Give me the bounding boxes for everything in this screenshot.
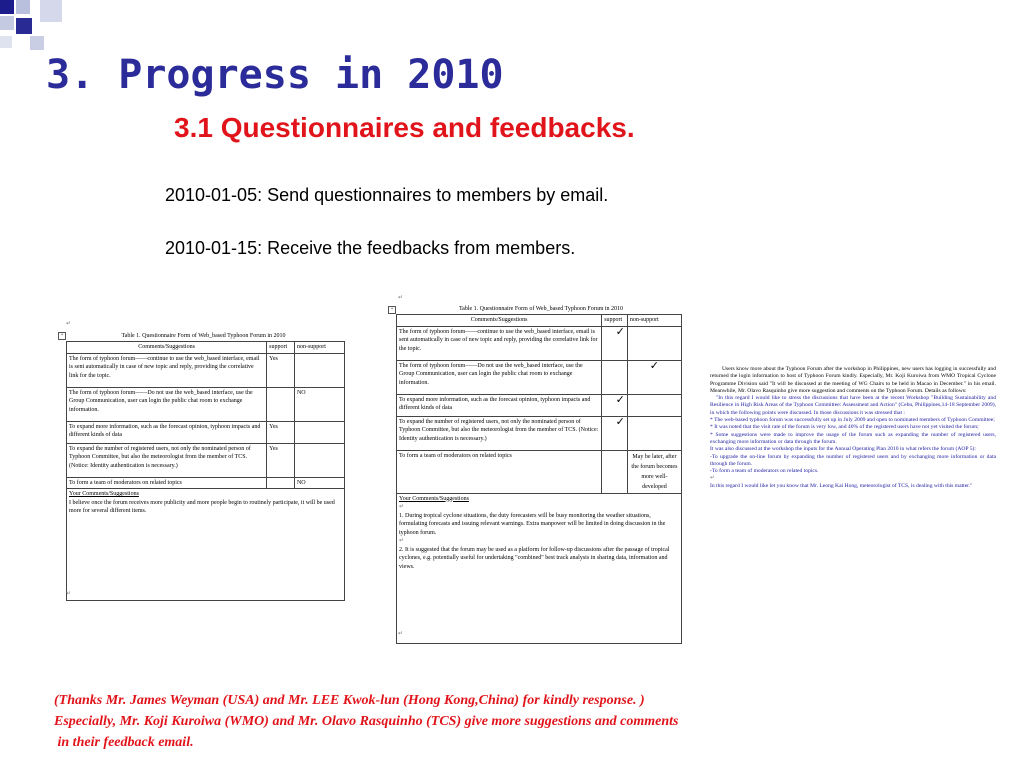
questionnaire-table — [66, 341, 345, 601]
corner-square-dark-1 — [0, 0, 14, 14]
table-caption: Table 1. Questionnaire Form of Web_based Typhoon Forum in 2010 — [458, 306, 624, 312]
corner-square-light-5 — [30, 36, 44, 50]
row-non-support — [294, 421, 344, 443]
row-non-support — [627, 394, 681, 416]
row-text: The form of typhoon forum——Do not use the web_based interface, use the Group Communication, user can login the public chat room to exchange information. — [67, 387, 267, 421]
corner-square-light-2 — [40, 0, 62, 22]
row-text: The form of typhoon forum——continue to use the web_based interface, email is sent automatically in case of new topic and reply, providing the correlative link for the topic. — [397, 326, 602, 360]
row-support — [267, 477, 295, 489]
row-text: To expand the number of registered users, not only the nominated person of Typhoon Committee, but also the meteorologist from the member of TCS. (Notice: Identity authentication is necessary.) — [397, 416, 602, 450]
header-support: support — [267, 342, 295, 354]
corner-square-light-3 — [0, 16, 14, 30]
footer-line-1: (Thanks Mr. James Weyman (USA) and Mr. LEE Kwok-lun (Hong Kong,China) for kindly response. ) — [54, 693, 645, 708]
header-non-support: non-support — [294, 342, 344, 354]
header-support: support — [602, 315, 628, 327]
header-non-support: non-support — [627, 315, 681, 327]
row-non-support — [627, 326, 681, 360]
row-non-support: ✓ — [627, 360, 681, 394]
comments-text: I believe once the forum receives more publicity and more people begin to routinely participate, it will be used more for several different items. — [69, 499, 335, 514]
row-support — [602, 360, 628, 394]
table-row — [67, 387, 345, 421]
questionnaire-table — [396, 314, 682, 644]
feedback-email-text: Users know more about the Typhoon Forum after the workshop in Philippines, new users has logging in successfully and returned the login information to host of Typhoon Forum kindly. Especially, Mr. Koji Kuroiwa from WMO Tropical Cyclone Programme Division said "It will be discussed at the meeting of WG Chairs to be held in Macao in December." in his email. Meanwhile, Mr. Olavo Rasquinho give more suggestion and comments on the Typhoon Forum. Details as follows: "In this regard I would like to stress the discussions that have been at the recent Workshop "Building Sustainability and Resilience in High Risk Areas of the Typhoon Committee: Assessment and Action" (Cebu, Philippines,14-18 September 2009), in which the following points were discussed. In those discussions it was stressed that : * The web-based typhoon forum was successfully set up in July 2009 and open to nominated members of Typhoon Committee; * It was noted that the visit rate of the forum is very low, and 40% of the registered users have not yet visited the forum; * Some suggestions were made to improve the usage of the forum such as expanding the number of registered users, exchanging more information or data through the forum. It was also discussed at the workshop the inputs for the Annual Operating Plan 2010 in what refers the forum (AOP 5): -To upgrade the on-line forum by expanding the number of registered users and by exchanging more information or data through the forum. -To form a team of moderators on related topics. ↵ In this regard I would like let you know that Mr. Leong Kai Hong, meteorologist of TCS, is dealing with this matter." — [710, 366, 996, 489]
row-text: The form of typhoon forum——continue to use the web_based interface, email is sent automatically in case of new topic and reply, providing the correlative link for the topic. — [67, 353, 267, 387]
header-comments: Comments/Suggestions — [67, 342, 267, 354]
row-non-support — [294, 443, 344, 477]
row-non-support: NO — [294, 387, 344, 421]
row-non-support: May be later, after the forum becomes more well-developed — [627, 450, 681, 493]
row-text: To form a team of moderators on related topics — [397, 450, 602, 493]
comments-heading: Your Comments/Suggestions — [69, 491, 139, 497]
corner-square-dark-2 — [16, 18, 32, 34]
table-handle-icon: + — [388, 306, 396, 314]
table-header-row — [67, 342, 345, 354]
timeline-item-1: 2010-01-05: Send questionnaires to members by email. — [165, 185, 609, 205]
row-text: To expand the number of registered users, not only the nominated person of Typhoon Committee, but also the meteorologist from the member of TCS. (Notice: Identity authentication is necessary.) — [67, 443, 267, 477]
feedback-document-left: ↵ + Table 1. Questionnaire Form of Web_based Typhoon Forum in 2010 Comments/Suggestions support non-support The form of typhoon forum——continue to use the web_based interface, email is sent automatically in case of new topic and reply, providing the correlative link for the topic. Yes The form of typhoon forum——Do not use the web_based interface, use the Group Communication, user can login the public chat room to exchange information. NO To expand more information, such as the forecast opinion, typhoon impacts and different kinds of data Yes To expand the number of registered users, not only the nominated person of Typhoon Committee, but also the meteorologist from the member of TCS. (Notice: Identity authentication is necessary.) Yes To form a team of moderators on related topics NO Your Comments/Suggestions I believe once the forum receives more publicity and more people begin to routinely participate, it will be used more for several different items. ↵ — [62, 320, 345, 600]
row-text: The form of typhoon forum——Do not use the web_based interface, use the Group Communication, user can login the public chat room to exchange information. — [397, 360, 602, 394]
row-text: To form a team of moderators on related topics — [67, 477, 267, 489]
row-support: Yes — [267, 421, 295, 443]
table-row — [67, 443, 345, 477]
row-non-support — [627, 416, 681, 450]
table-row — [397, 360, 682, 394]
row-text: To expand more information, such as the forecast opinion, typhoon impacts and different kinds of data — [397, 394, 602, 416]
comments-row: Your Comments/Suggestions ↵ 1. During tropical cyclone situations, the duty forecasters will be busy monitoring the weather situations, formulating forecasts and issuing relevant warnings. Extra manpower will be limited in doing discussion in the typhoon forum. ↵ 2. It is suggested that the forum may be used as a platform for follow-up discussions after the passage of tropical cyclones, e.g. potentially useful for undertaking "combined" best track analysis in sharing data, information and views. — [397, 493, 682, 643]
table-row — [67, 477, 345, 489]
table-row — [67, 353, 345, 387]
comments-text-2: 2. It is suggested that the forum may be used as a platform for follow-up discussions after the passage of tropical cyclones, e.g. potentially useful for undertaking "combined" best track analysis in sharing data, information and views. — [399, 546, 670, 570]
feedback-document-middle: ↵ + Table 1. Questionnaire Form of Web_based Typhoon Forum in 2010 Comments/Suggestions support non-support The form of typhoon forum——continue to use the web_based interface, email is sent automatically in case of new topic and reply, providing the correlative link for the topic. ✓ The form of typhoon forum——Do not use the web_based interface, use the Group Communication, user can login the public chat room to exchange information. ✓ To expand more information, such as the forecast opinion, typhoon impacts and different kinds of data ✓ To expand the number of registered users, not only the nominated person of Typhoon Committee, but also the meteorologist from the member of TCS. (Notice: Identity authentication is necessary.) ✓ To form a team of moderators on related topics May be later, after the forum becomes more well-developed Your Comments/Suggestions ↵ 1. During tropical cyclone situations, the duty forecasters will be busy monitoring the weather situations, formulating forecasts and issuing relevant warnings. Extra manpower will be limited in doing discussion in the typhoon forum. ↵ 2. It is suggested that the forum may be used as a platform for follow-up discussions after the passage of tropical cyclones, e.g. potentially useful for undertaking "combined" best track analysis in sharing data, information and views. ↵ — [388, 292, 686, 640]
email-bullet-3: * Some suggestions were made to improve the usage of the forum such as expanding the number of registered users, exchanging more information or data through the forum. — [710, 431, 996, 445]
comments-heading: Your Comments/Suggestions — [399, 495, 469, 502]
email-bullet-5: -To upgrade the on-line forum by expanding the number of registered users and by exchanging more information or data through the forum. — [710, 453, 996, 467]
email-paragraph-2: "In this regard I would like to stress the discussions that have been at the recent Workshop "Building Sustainability and Resilience in High Risk Areas of the Typhoon Committee: Assessment and Action" (Cebu, Philippines,14-18 September 2009), in which the following points were discussed. In those discussions it was stressed that : — [710, 395, 996, 416]
section-subtitle: 3.1 Questionnaires and feedbacks. — [174, 112, 635, 143]
row-non-support — [294, 353, 344, 387]
table-row — [397, 416, 682, 450]
table-header-row — [397, 315, 682, 327]
corner-square-light-1 — [16, 0, 30, 14]
email-bullet-1: * The web-based typhoon forum was successfully set up in July 2009 and open to nominated members of Typhoon Committee; — [710, 417, 995, 424]
row-support — [267, 387, 295, 421]
table-caption: Table 1. Questionnaire Form of Web_based Typhoon Forum in 2010 — [121, 333, 286, 339]
acknowledgement-footer — [54, 690, 679, 753]
row-support: Yes — [267, 353, 295, 387]
comments-text-1: 1. During tropical cyclone situations, the duty forecasters will be busy monitoring the weather situations, formulating forecasts and issuing relevant warnings. Extra manpower will be limited in doing discussion in the typhoon forum. — [399, 512, 666, 536]
email-paragraph-1: Users know more about the Typhoon Forum after the workshop in Philippines, new users has logging in successfully and returned the login information to host of Typhoon Forum kindly. Especially, Mr. Koji Kuroiwa from WMO Tropical Cyclone Programme Division said "It will be discussed at the meeting of WG Chairs to be held in Macao in December." in his email. Meanwhile, Mr. Olavo Rasquinho give more suggestion and comments on the Typhoon Forum. Details as follows: — [710, 366, 996, 394]
email-bullet-4: It was also discussed at the workshop the inputs for the Annual Operating Plan 2010 in what refers the forum (AOP 5): — [710, 446, 976, 453]
row-support: ✓ — [602, 416, 628, 450]
timeline-item-2: 2010-01-15: Receive the feedbacks from members. — [165, 238, 576, 258]
row-support: ✓ — [602, 326, 628, 360]
email-bullet-2: * It was noted that the visit rate of the forum is very low, and 40% of the registered users have not yet visited the forum; — [710, 424, 979, 431]
footer-line-2: Especially, Mr. Koji Kuroiwa (WMO) and Mr. Olavo Rasquinho (TCS) give more suggestions and comments — [54, 714, 679, 729]
row-support — [602, 450, 628, 493]
row-support: Yes — [267, 443, 295, 477]
table-row — [397, 450, 682, 493]
row-support: ✓ — [602, 394, 628, 416]
table-row — [397, 394, 682, 416]
table-handle-icon: + — [58, 332, 66, 340]
email-bullet-7: In this regard I would like let you know that Mr. Leong Kai Hong, meteorologist of TCS, is dealing with this matter." — [710, 482, 973, 489]
corner-square-light-4 — [0, 36, 12, 48]
table-row — [67, 421, 345, 443]
page-title: 3. Progress in 2010 — [46, 52, 504, 98]
table-row — [397, 326, 682, 360]
comments-row — [67, 489, 345, 601]
email-bullet-6: -To form a team of moderators on related topics. — [710, 468, 819, 475]
header-comments: Comments/Suggestions — [397, 315, 602, 327]
row-text: To expand more information, such as the forecast opinion, typhoon impacts and different kinds of data — [67, 421, 267, 443]
footer-line-3: in their feedback email. — [54, 735, 194, 750]
row-non-support: NO — [294, 477, 344, 489]
